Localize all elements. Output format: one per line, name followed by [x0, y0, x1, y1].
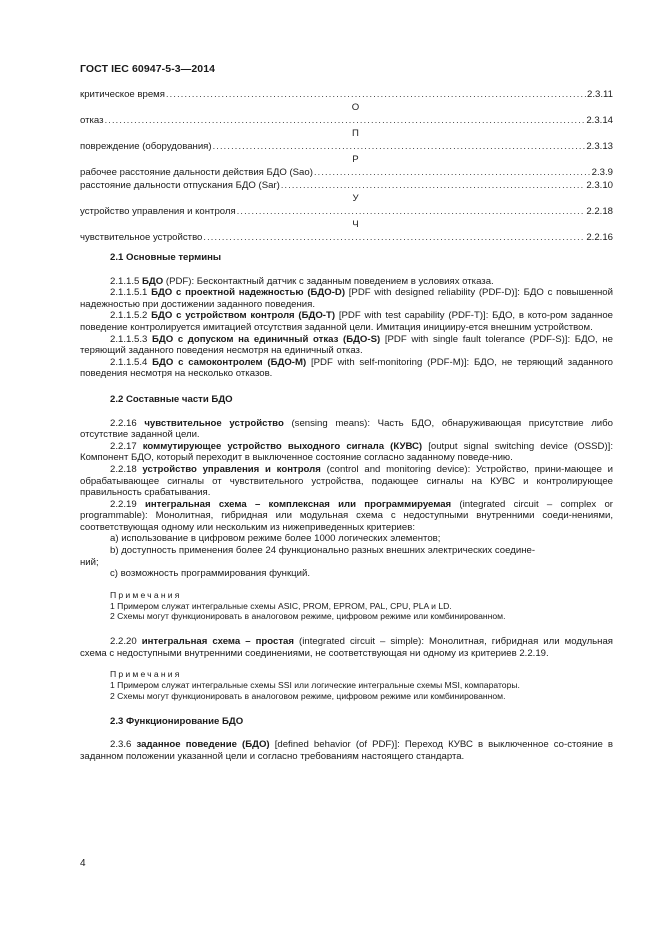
notes-title: Примечания — [110, 589, 182, 600]
index-letter: О — [351, 102, 360, 113]
note-item: 2 Схемы могут функционировать в аналоговом режиме, цифровом режиме или комбинированном. — [110, 691, 506, 702]
definition-paragraph: 2.1.1.5.2 БДО с устройством контроля (БДО-Т) [PDF with test capability (PDF-T)]: БДО, в кото-ром заданное поведение контролируется имитацией отсутствия заданной цели. Имитация иницииру-ется внешним устройством. — [80, 310, 613, 333]
section-title: 2.1 Основные термины — [110, 252, 222, 263]
note-item: 2 Схемы могут функционировать в аналоговом режиме, цифровом режиме или комбинированном. — [110, 611, 506, 622]
list-item-continuation: ний; — [80, 556, 99, 568]
index-entry: повреждение (оборудования) ..... 2.3.13 — [80, 140, 613, 153]
index-entry: критическое время ..... 2.3.11 — [80, 88, 613, 101]
list-item: c) возможность программирования функций. — [110, 568, 311, 580]
index-entry: расстояние дальности отпускания БДО (Sar) ..... 2.3.10 — [80, 179, 613, 192]
definition-paragraph: 2.2.20 интегральная схема – простая (integrated circuit – simple): Монолитная, гибридная или модульная схема с недоступными внутренними соединениями, не соответствующая ни одному из критериев 2.2.19. — [80, 636, 613, 659]
definition-paragraph: 2.2.18 устройство управления и контроля (control and monitoring device): Устройство, прини-мающее и обрабатывающее сигналы от чувствительного устройства, подающее сигналы на КУВС и контролирующее правильность срабатывания. — [80, 463, 614, 499]
note-item: 1 Примером служат интегральные схемы SSI или логические интегральные схемы MSI, компараторы. — [110, 680, 520, 691]
index-entry: рабочее расстояние дальности действия БДО (Sao) ..... 2.3.9 — [80, 166, 613, 179]
term-index — [80, 88, 613, 244]
document-header: ГОСТ IEC 60947-5-3—2014 — [80, 63, 216, 75]
index-entry: чувствительное устройство ..... 2.2.16 — [80, 231, 613, 244]
index-letter: П — [352, 128, 359, 139]
index-letter: У — [352, 193, 359, 204]
index-entry: устройство управления и контроля ..... 2.2.18 — [80, 205, 613, 218]
index-letter: Р — [352, 154, 359, 165]
section-title: 2.3 Функционирование БДО — [110, 715, 244, 727]
definition-paragraph: 2.2.16 чувствительное устройство (sensing means): Часть БДО, обнаруживающая присутствие либо отсутствие заданной цели. — [80, 417, 613, 441]
index-entry: отказ ..... 2.3.14 — [80, 114, 613, 127]
definition-paragraph: 2.1.1.5.3 БДО с допуском на единичный отказ (БДО-S) [PDF with single fault tolerance (PDF-S)]: БДО, не теряющий заданного поведения несмотря на единичный отказ. — [80, 333, 613, 357]
definition-paragraph: 2.1.1.5 БДО (PDF): Бесконтактный датчик с заданным поведением в условиях отказа. — [110, 275, 494, 287]
list-item: b) доступность применения более 24 функционально разных внешних электрических соедине- — [110, 545, 536, 557]
definition-paragraph: 2.1.1.5.4 БДО с самоконтролем (БДО-М) [PDF with self-monitoring (PDF-M)]: БДО, не теряющий заданного поведения несмотря на несколько отказов. — [80, 356, 613, 380]
index-letter: Ч — [352, 219, 359, 230]
section-title: 2.2 Составные части БДО — [110, 393, 233, 405]
notes-title: Примечания — [110, 669, 182, 680]
page-number: 4 — [80, 858, 86, 869]
document-body — [80, 252, 613, 763]
definition-paragraph: 2.2.17 коммутирующее устройство выходного сигнала (КУВС) [output signal switching device (OSSD)]: Компонент БДО, который переходит в выключенное состояние согласно заданному поведе-нию. — [80, 440, 613, 464]
definition-paragraph: 2.3.6 заданное поведение (БДО) [defined behavior (of PDF)]: Переход КУВС в выключенное со-стояние в заданном положении указанной цели и согласно требованиям настоящего стандарта. — [80, 739, 613, 762]
list-item: a) использование в цифровом режиме более 1000 логических элементов; — [110, 533, 441, 545]
definition-paragraph: 2.1.1.5.1 БДО с проектной надежностью (БДО-D) [PDF with designed reliability (PDF-D)]: БДО с повышенной надежностью при достижении заданного поведения. — [80, 287, 613, 310]
note-item: 1 Примером служат интегральные схемы ASIC, PROM, EPROM, PAL, CPU, PLA и LD. — [110, 600, 452, 611]
definition-paragraph: 2.2.19 интегральная схема – комплексная или программируемая (integrated circuit – complex or programmable): Монолитная, гибридная или модульная схема с недоступными внутренними соеди-нениями, соответствующая одному или нескольким из нижеприведенных критериев: — [80, 498, 614, 533]
